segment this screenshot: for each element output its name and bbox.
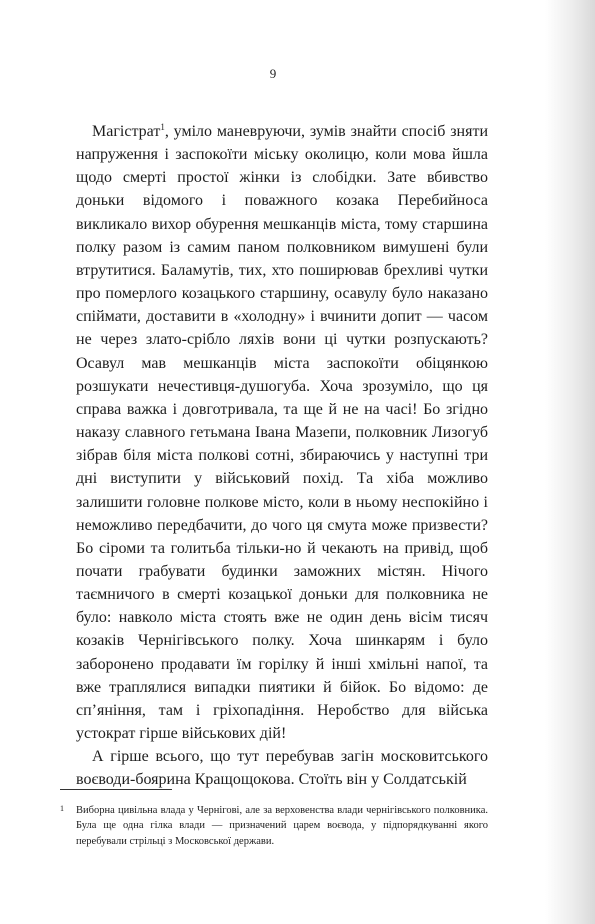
footnote-reference: 1	[160, 122, 165, 132]
paragraph	[76, 120, 488, 745]
footnote-number: 1	[60, 804, 64, 813]
footnote	[60, 803, 488, 849]
body-text	[76, 120, 488, 792]
paragraph: А гірше всього, що тут перебував загін московитського воєводи-боярина Кращощокова. Стоїть він у Солдатській	[76, 748, 488, 789]
footnote-divider	[60, 789, 172, 790]
paragraph-text-start: Магістрат	[92, 123, 161, 140]
page-edge-shadow	[545, 0, 595, 924]
paragraph-text-rest: , уміло маневруючи, зумів знайти спосіб зняти напруження і заспокоїти міську околицю, коли мова йшла щодо смерті простої жінки із слобідки. Зате вбивство доньки відомого і поважного козака Перебийноса викликало вихор обурення мешканців міста, тому старшина полку разом із самим паном полковником вимушені були втрутитися. Баламутів, тих, хто поширював брехливі чутки про померлого козацького старшину, осавулу було наказано спіймати, доставити в «холодну» і вчинити допит — часом не через злато-срібло ляхів вони ці чутки розпускають? Осавул мав мешканців міста заспокоїти обіцянкою розшукати нечестивця-душогуба. Хоча зрозуміло, що ця справа важка і довготривала, та ще й не на часі! Бо згідно наказу славного гетьмана Івана Мазепи, полковник Лизогуб зібрав біля міста полкові сотні, збираючись у наступні три дні виступити у військовий похід. Та хіба можливо залишити головне полкове місто, коли в ньому неспокійно і неможливо передбачити, до чого ця смута може призвести? Бо сіроми та голитьба тільки-но й чекають на привід, щоб почати грабувати будинки заможних містян. Нічого таємничого в смерті козацької доньки для полковника не було: навколо міста стоять вже не один день вісім тисяч козаків Чернігівського полку. Хоча шинкарям і було заборонено продавати їм горілку й інші хмільні напої, та вже траплялися випадки пиятики й бійок. Бо відомо: де сп’яніння, там і гріхопадіння. Неробство для війська устократ гірше військових дій!	[76, 123, 488, 743]
footnote-text: Виборна цивільна влада у Чернігові, але за верховенства влади чернігівського полковника. Була ще одна гілка влади — призначений царем воєвода, у підпорядкуванні якого перебували стрільці з Московської держави.	[76, 805, 488, 847]
page-number: 9	[269, 66, 277, 81]
